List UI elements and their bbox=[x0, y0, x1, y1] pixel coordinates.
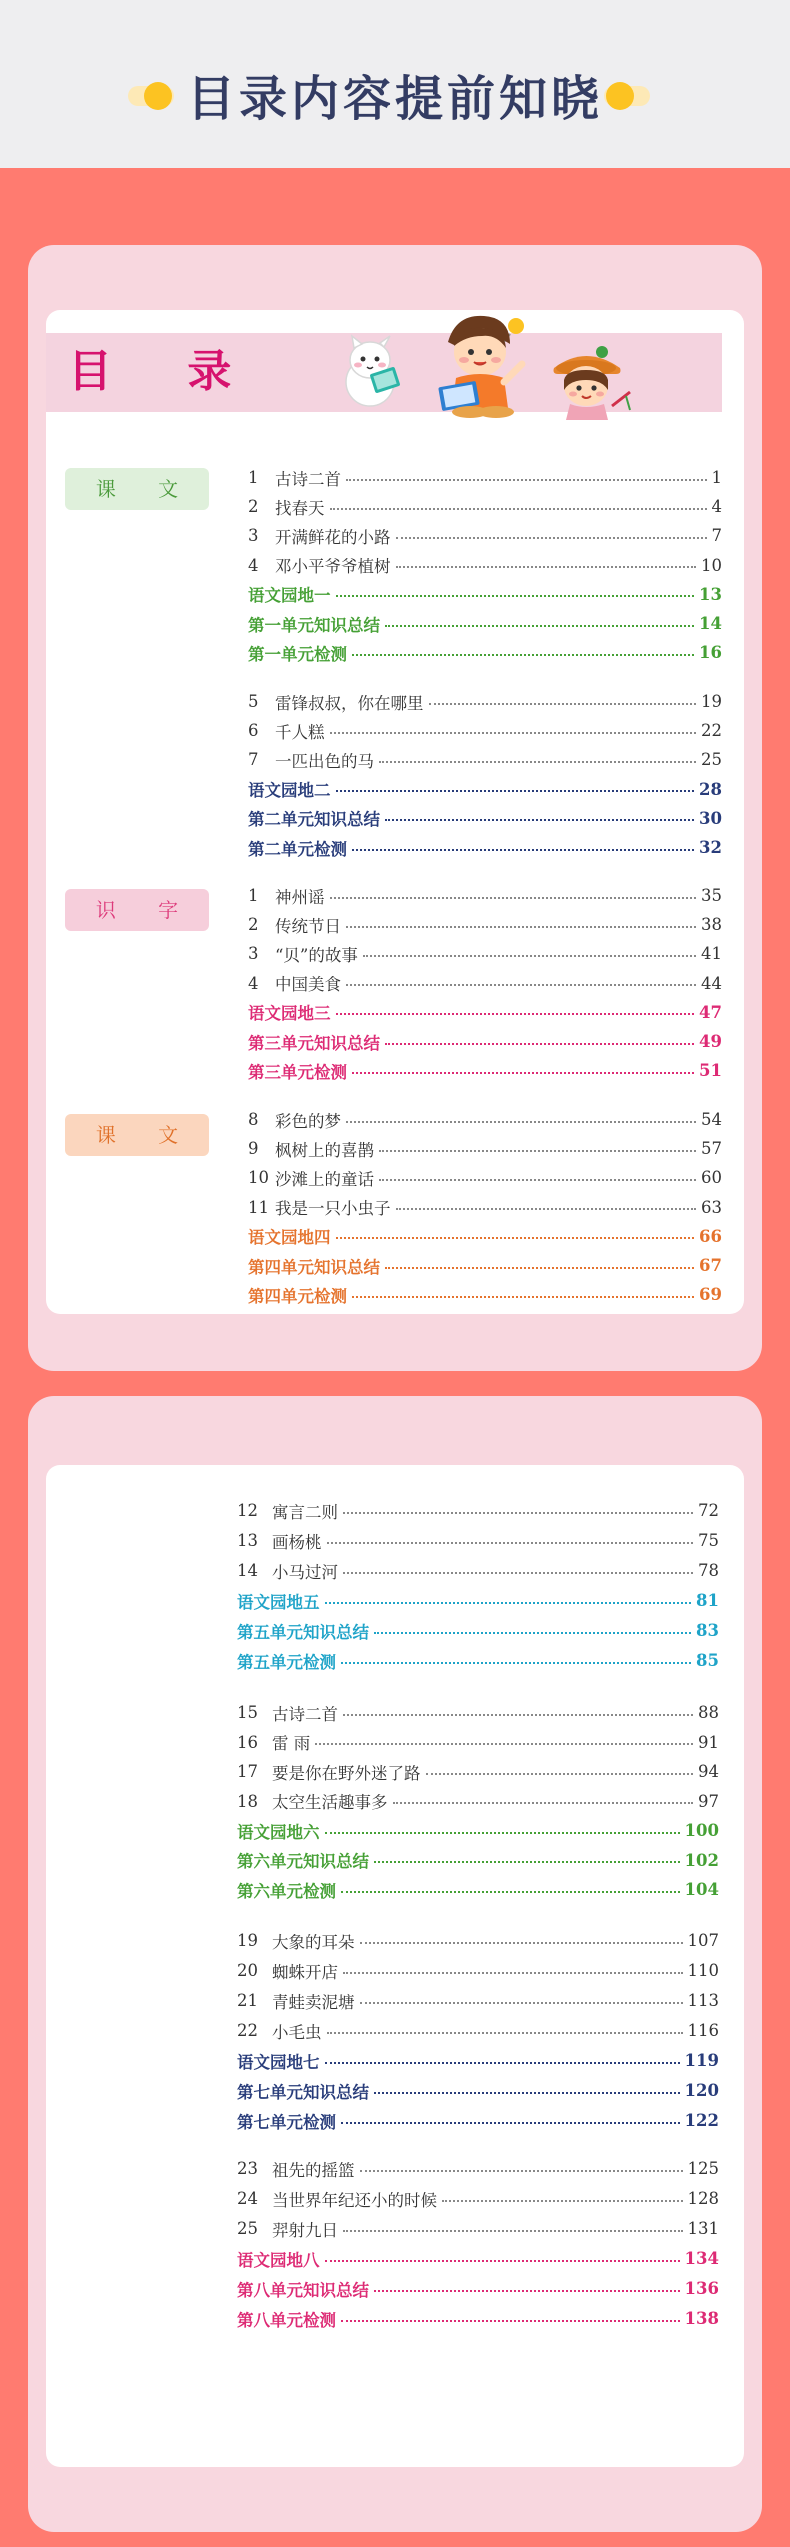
toc-entry-page: 60 bbox=[701, 1168, 722, 1188]
toc-entry-title: 第一单元知识总结 bbox=[248, 615, 380, 635]
toc-lesson-entry bbox=[248, 1134, 722, 1163]
toc-entry-page: 128 bbox=[687, 2189, 719, 2208]
toc-unit-entry bbox=[248, 580, 722, 609]
toc-entry-title: 古诗二首 bbox=[275, 469, 341, 489]
dot-leader bbox=[360, 1942, 683, 1944]
toc-entry-page: 63 bbox=[701, 1197, 722, 1217]
dot-leader bbox=[374, 1632, 691, 1634]
toc-entry-title: 第一单元检测 bbox=[248, 644, 347, 664]
toc-unit-entry bbox=[237, 1816, 719, 1845]
toc-unit-entry bbox=[248, 1027, 722, 1056]
toc-entry-title: 画杨桃 bbox=[272, 1532, 322, 1552]
girl-illustration bbox=[546, 340, 632, 424]
toc-entry-page: 22 bbox=[701, 721, 722, 741]
toc-entry-number: 25 bbox=[237, 2219, 258, 2238]
toc-entry-page: 88 bbox=[698, 1703, 719, 1722]
toc-unit-entry bbox=[248, 609, 722, 638]
toc-lesson-entry bbox=[248, 939, 722, 968]
toc-entry-number: 4 bbox=[248, 555, 259, 575]
toc-lesson-entry bbox=[237, 2214, 719, 2243]
dot-leader bbox=[379, 1150, 696, 1152]
toc-entry-page: 1 bbox=[711, 468, 722, 487]
toc-entry-title: 第四单元检测 bbox=[248, 1286, 347, 1306]
dot-leader bbox=[341, 1662, 691, 1664]
toc-unit-entry bbox=[248, 1251, 722, 1280]
toc-entry-page: 116 bbox=[687, 2021, 719, 2040]
toc-entry-title: 大象的耳朵 bbox=[272, 1932, 355, 1952]
dot-leader bbox=[336, 1013, 695, 1015]
dot-leader bbox=[352, 849, 694, 851]
toc-lesson-entry bbox=[237, 1986, 719, 2015]
toc-lesson-entry bbox=[248, 551, 722, 580]
toc-entry-page: 119 bbox=[684, 2051, 719, 2070]
toc-unit-entry bbox=[237, 1846, 719, 1875]
toc-entry-page: 14 bbox=[699, 614, 722, 633]
toc-entry-page: 102 bbox=[684, 1850, 719, 1870]
toc-entry-number: 1 bbox=[248, 886, 259, 905]
toc-unit-entry bbox=[237, 2274, 719, 2303]
toc-entry-title: 古诗二首 bbox=[272, 1704, 338, 1724]
toc-entry-title: 太空生活趣事多 bbox=[272, 1793, 388, 1812]
toc-entry-page: 67 bbox=[699, 1256, 722, 1275]
toc-entry-number: 12 bbox=[237, 1501, 258, 1520]
toc-unit-entry bbox=[237, 2106, 719, 2135]
dot-leader bbox=[429, 703, 697, 705]
toc-unit-entry bbox=[237, 2046, 719, 2075]
toc-entry-page: 104 bbox=[684, 1880, 719, 1899]
toc-lesson-entry bbox=[248, 687, 722, 716]
toc-entry-title: 第三单元检测 bbox=[248, 1062, 347, 1082]
toc-unit-entry bbox=[237, 2076, 719, 2105]
toc-lesson-entry bbox=[248, 969, 722, 998]
toc-unit-entry bbox=[237, 2304, 719, 2333]
toc-entry-number: 5 bbox=[248, 692, 259, 711]
toc-entry-number: 19 bbox=[237, 1931, 258, 1950]
toc-entry-number: 24 bbox=[237, 2189, 258, 2208]
toc-entry-title: 枫树上的喜鹊 bbox=[275, 1140, 374, 1160]
toc-entry-page: 131 bbox=[687, 2219, 719, 2238]
toc-entry-title: 神州谣 bbox=[275, 887, 325, 907]
toc-entry-number: 15 bbox=[237, 1703, 258, 1722]
toc-unit-entry bbox=[237, 2244, 719, 2273]
toc-entry-page: 122 bbox=[684, 2111, 719, 2130]
toc-entry-number: 21 bbox=[237, 1991, 258, 2010]
toc-entry-title: 第五单元知识总结 bbox=[237, 1622, 369, 1642]
dot-leader bbox=[336, 1237, 695, 1239]
toc-entry-title: 语文园地七 bbox=[237, 2052, 320, 2072]
dot-leader bbox=[379, 1179, 696, 1181]
toc-entry-page: 19 bbox=[701, 692, 722, 711]
toc-entry-page: 35 bbox=[701, 886, 722, 905]
dot-leader bbox=[363, 955, 696, 957]
toc-lesson-entry bbox=[237, 1787, 719, 1816]
dot-leader bbox=[346, 926, 696, 928]
toc-entry-page: 47 bbox=[699, 1002, 722, 1022]
toc-lesson-entry bbox=[248, 492, 722, 521]
toc-entry-title: 第七单元知识总结 bbox=[237, 2082, 369, 2102]
toc-entry-number: 22 bbox=[237, 2021, 258, 2040]
dot-leader bbox=[327, 1542, 694, 1544]
toc-entry-title: 第二单元检测 bbox=[248, 839, 347, 859]
toc-entry-title: 语文园地八 bbox=[237, 2250, 320, 2270]
toc-entry-page: 30 bbox=[699, 808, 722, 828]
toc-entry-title: 语文园地三 bbox=[248, 1004, 331, 1024]
section-tag-kewen: 课 文 bbox=[65, 468, 209, 510]
toc-entry-number: 14 bbox=[237, 1561, 258, 1580]
toc-entry-number: 6 bbox=[248, 721, 259, 741]
toc-entry-number: 18 bbox=[237, 1791, 258, 1811]
toc-entry-page: 72 bbox=[698, 1501, 719, 1520]
toc-entry-number: 7 bbox=[248, 750, 259, 770]
toc-lesson-entry bbox=[248, 1105, 722, 1134]
toc-entry-page: 44 bbox=[701, 973, 722, 993]
dot-leader bbox=[442, 2200, 683, 2202]
dot-leader bbox=[352, 1072, 694, 1074]
toc-lesson-entry bbox=[237, 1556, 719, 1585]
dot-leader bbox=[325, 2062, 680, 2064]
toc-entry-page: 49 bbox=[699, 1032, 722, 1051]
toc-entry-page: 83 bbox=[696, 1621, 719, 1640]
toc-entry-page: 16 bbox=[699, 643, 722, 663]
toc-entry-number: 2 bbox=[248, 915, 259, 935]
toc-entry-number: 17 bbox=[237, 1762, 258, 1781]
toc-entry-page: 54 bbox=[701, 1110, 722, 1129]
toc-entry-number: 20 bbox=[237, 1961, 258, 1980]
toc-entry-page: 94 bbox=[698, 1762, 719, 1781]
dot-leader bbox=[374, 2290, 680, 2292]
toc-entry-page: 13 bbox=[699, 584, 722, 604]
toc-entry-page: 25 bbox=[701, 750, 722, 770]
toc-entry-number: 13 bbox=[237, 1531, 258, 1550]
toc-unit-entry bbox=[237, 1616, 719, 1645]
toc-lesson-entry bbox=[248, 521, 722, 550]
toc-unit-entry bbox=[248, 804, 722, 833]
toc-entry-number: 2 bbox=[248, 497, 259, 517]
toc-entry-title: 一匹出色的马 bbox=[275, 751, 374, 771]
toc-entry-title: 千人糕 bbox=[275, 722, 325, 742]
toc-entry-page: 97 bbox=[698, 1791, 719, 1811]
toc-entry-page: 41 bbox=[701, 944, 722, 964]
toc-unit-entry bbox=[237, 1875, 719, 1904]
toc-entry-title: 当世界年纪还小的时候 bbox=[272, 2190, 437, 2210]
toc-lesson-entry bbox=[237, 1926, 719, 1955]
toc-entry-title: 彩色的梦 bbox=[275, 1111, 341, 1131]
toc-entry-title: 第三单元知识总结 bbox=[248, 1033, 380, 1053]
toc-entry-page: 125 bbox=[687, 2159, 719, 2178]
toc-lesson-entry bbox=[237, 1728, 719, 1757]
toc-entry-page: 81 bbox=[696, 1591, 719, 1610]
toc-entry-page: 113 bbox=[687, 1991, 719, 2010]
dot-leader bbox=[341, 2320, 680, 2322]
toc-entry-title: 第六单元知识总结 bbox=[237, 1852, 369, 1871]
dot-leader bbox=[396, 566, 697, 568]
dot-leader bbox=[330, 897, 697, 899]
toc-entry-page: 107 bbox=[687, 1931, 719, 1950]
toc-unit-entry bbox=[237, 1646, 719, 1675]
dot-leader bbox=[385, 819, 694, 821]
dot-leader bbox=[385, 625, 694, 627]
toc-entry-title: “贝”的故事 bbox=[275, 945, 358, 965]
toc-entry-number: 1 bbox=[248, 468, 259, 487]
toc-entry-number: 9 bbox=[248, 1139, 259, 1159]
dot-leader bbox=[374, 1861, 680, 1863]
toc-entry-title: 要是你在野外迷了路 bbox=[272, 1763, 421, 1783]
toc-entry-number: 3 bbox=[248, 944, 259, 964]
toc-entry-page: 134 bbox=[684, 2249, 719, 2268]
toc-entry-title: 第六单元检测 bbox=[237, 1881, 336, 1901]
dot-leader bbox=[343, 2230, 683, 2232]
toc-entry-page: 136 bbox=[684, 2279, 719, 2298]
toc-lesson-entry bbox=[248, 745, 722, 774]
toc-entry-title: 羿射九日 bbox=[272, 2220, 338, 2240]
toc-entry-page: 69 bbox=[699, 1285, 722, 1305]
toc-entry-page: 51 bbox=[699, 1061, 722, 1081]
toc-lesson-entry bbox=[248, 716, 722, 745]
toc-lesson-entry bbox=[248, 910, 722, 939]
toc-lesson-entry bbox=[237, 1496, 719, 1525]
toc-unit-entry bbox=[248, 1222, 722, 1251]
toc-unit-entry bbox=[248, 998, 722, 1027]
toc-lesson-entry bbox=[237, 2154, 719, 2183]
dot-leader bbox=[385, 1267, 694, 1269]
dot-leader bbox=[336, 595, 695, 597]
dot-leader bbox=[325, 1602, 692, 1604]
toc-entry-title: 祖先的摇篮 bbox=[272, 2160, 355, 2180]
toc-entry-number: 23 bbox=[237, 2159, 258, 2178]
toc-entry-title: 小马过河 bbox=[272, 1562, 338, 1582]
dot-leader bbox=[352, 654, 694, 656]
dot-leader bbox=[346, 479, 707, 481]
toc-entry-title: 传统节日 bbox=[275, 916, 341, 936]
toc-entry-title: 蜘蛛开店 bbox=[272, 1962, 338, 1982]
toc-entry-number: 11 bbox=[248, 1197, 269, 1217]
dot-leader bbox=[343, 1714, 693, 1716]
dot-leader bbox=[393, 1802, 694, 1804]
dot-leader bbox=[341, 1891, 680, 1893]
toc-entry-page: 75 bbox=[698, 1531, 719, 1550]
toc-entry-title: 第八单元检测 bbox=[237, 2310, 336, 2330]
toc-entry-title: 第二单元知识总结 bbox=[248, 810, 380, 830]
dot-leader bbox=[341, 2122, 680, 2124]
toc-lesson-entry bbox=[237, 2016, 719, 2045]
toc-entry-title: 小毛虫 bbox=[272, 2022, 322, 2042]
toc-entry-title: 邓小平爷爷植树 bbox=[275, 557, 391, 577]
dot-leader bbox=[343, 1512, 693, 1514]
toc-entry-title: 我是一只小虫子 bbox=[275, 1199, 391, 1219]
toc-entry-title: 开满鲜花的小路 bbox=[275, 527, 391, 547]
toc-unit-entry bbox=[248, 1280, 722, 1309]
toc-entry-page: 85 bbox=[696, 1651, 719, 1670]
toc-entry-title: 第五单元检测 bbox=[237, 1652, 336, 1672]
toc-entry-number: 10 bbox=[248, 1168, 269, 1188]
toc-entry-title: 找春天 bbox=[275, 498, 325, 518]
toc-entry-title: 雷锋叔叔，你在哪里 bbox=[275, 693, 424, 713]
toc-entry-title: 语文园地一 bbox=[248, 586, 331, 606]
toc-entry-title: 青蛙卖泥塘 bbox=[272, 1992, 355, 2012]
dot-leader bbox=[343, 1572, 693, 1574]
toc-entry-title: 语文园地四 bbox=[248, 1228, 331, 1248]
toc-entry-title: 语文园地五 bbox=[237, 1592, 320, 1612]
toc-entry-number: 16 bbox=[237, 1732, 258, 1752]
toc-entry-page: 7 bbox=[711, 526, 722, 546]
toc-entry-page: 57 bbox=[701, 1139, 722, 1159]
toc-entry-page: 100 bbox=[684, 1821, 719, 1840]
toc-unit-entry bbox=[248, 833, 722, 862]
dot-leader bbox=[426, 1773, 694, 1775]
dot-leader bbox=[330, 508, 707, 510]
boy-reading-illustration bbox=[430, 312, 534, 420]
toc-lesson-entry bbox=[237, 1526, 719, 1555]
dot-leader bbox=[336, 790, 695, 792]
toc-entry-page: 10 bbox=[701, 555, 722, 575]
toc-lesson-entry bbox=[237, 1698, 719, 1727]
toc-entry-title: 中国美食 bbox=[275, 975, 341, 995]
toc-heading: 目 录 bbox=[68, 346, 262, 397]
dot-leader bbox=[325, 2260, 680, 2262]
dot-leader bbox=[315, 1743, 693, 1745]
toc-entry-page: 120 bbox=[684, 2081, 719, 2100]
decor-dot-icon bbox=[604, 82, 650, 110]
dot-leader bbox=[396, 1208, 697, 1210]
toc-entry-page: 138 bbox=[684, 2309, 719, 2328]
toc-unit-entry bbox=[248, 638, 722, 667]
dot-leader bbox=[360, 2170, 683, 2172]
toc-unit-entry bbox=[248, 1056, 722, 1085]
toc-entry-title: 第八单元知识总结 bbox=[237, 2280, 369, 2300]
dot-leader bbox=[327, 2032, 683, 2034]
dot-leader bbox=[379, 761, 696, 763]
page-title: 目录内容提前知晓 bbox=[186, 71, 603, 127]
header-banner bbox=[0, 0, 790, 168]
toc-lesson-entry bbox=[248, 1163, 722, 1192]
dot-leader bbox=[330, 732, 697, 734]
toc-entry-title: 语文园地二 bbox=[248, 781, 331, 801]
dot-leader bbox=[343, 1972, 683, 1974]
dot-leader bbox=[374, 2092, 680, 2094]
toc-entry-page: 28 bbox=[699, 779, 722, 799]
toc-entry-title: 沙滩上的童话 bbox=[275, 1169, 374, 1189]
dot-leader bbox=[346, 1121, 696, 1123]
toc-entry-page: 66 bbox=[699, 1226, 722, 1246]
toc-entry-page: 38 bbox=[701, 915, 722, 935]
toc-entry-number: 8 bbox=[248, 1110, 259, 1129]
toc-lesson-entry bbox=[248, 881, 722, 910]
dot-leader bbox=[325, 1832, 680, 1834]
toc-entry-number: 4 bbox=[248, 973, 259, 993]
toc-entry-page: 4 bbox=[711, 497, 722, 517]
toc-entry-page: 78 bbox=[698, 1561, 719, 1580]
toc-lesson-entry bbox=[237, 2184, 719, 2213]
toc-entry-title: 第七单元检测 bbox=[237, 2112, 336, 2132]
dot-leader bbox=[360, 2002, 683, 2004]
toc-lesson-entry bbox=[248, 1193, 722, 1222]
toc-entry-number: 3 bbox=[248, 526, 259, 546]
toc-unit-entry bbox=[237, 1586, 719, 1615]
dot-leader bbox=[352, 1296, 694, 1298]
toc-entry-title: 语文园地六 bbox=[237, 1822, 320, 1842]
toc-lesson-entry bbox=[237, 1757, 719, 1786]
toc-entry-title: 雷 雨 bbox=[272, 1734, 311, 1753]
toc-entry-page: 110 bbox=[687, 1961, 719, 1980]
toc-entry-page: 91 bbox=[698, 1732, 719, 1752]
section-tag-kewen: 课 文 bbox=[65, 1114, 209, 1156]
dot-leader bbox=[396, 537, 707, 539]
section-tag-shizi: 识 字 bbox=[65, 889, 209, 931]
dot-leader bbox=[346, 984, 696, 986]
cat-reading-illustration bbox=[334, 334, 408, 412]
dot-leader bbox=[385, 1043, 694, 1045]
toc-lesson-entry bbox=[248, 463, 722, 492]
toc-entry-title: 寓言二则 bbox=[272, 1502, 338, 1522]
toc-unit-entry bbox=[248, 775, 722, 804]
toc-entry-title: 第四单元知识总结 bbox=[248, 1257, 380, 1277]
toc-entry-page: 32 bbox=[699, 838, 722, 857]
toc-lesson-entry bbox=[237, 1956, 719, 1985]
